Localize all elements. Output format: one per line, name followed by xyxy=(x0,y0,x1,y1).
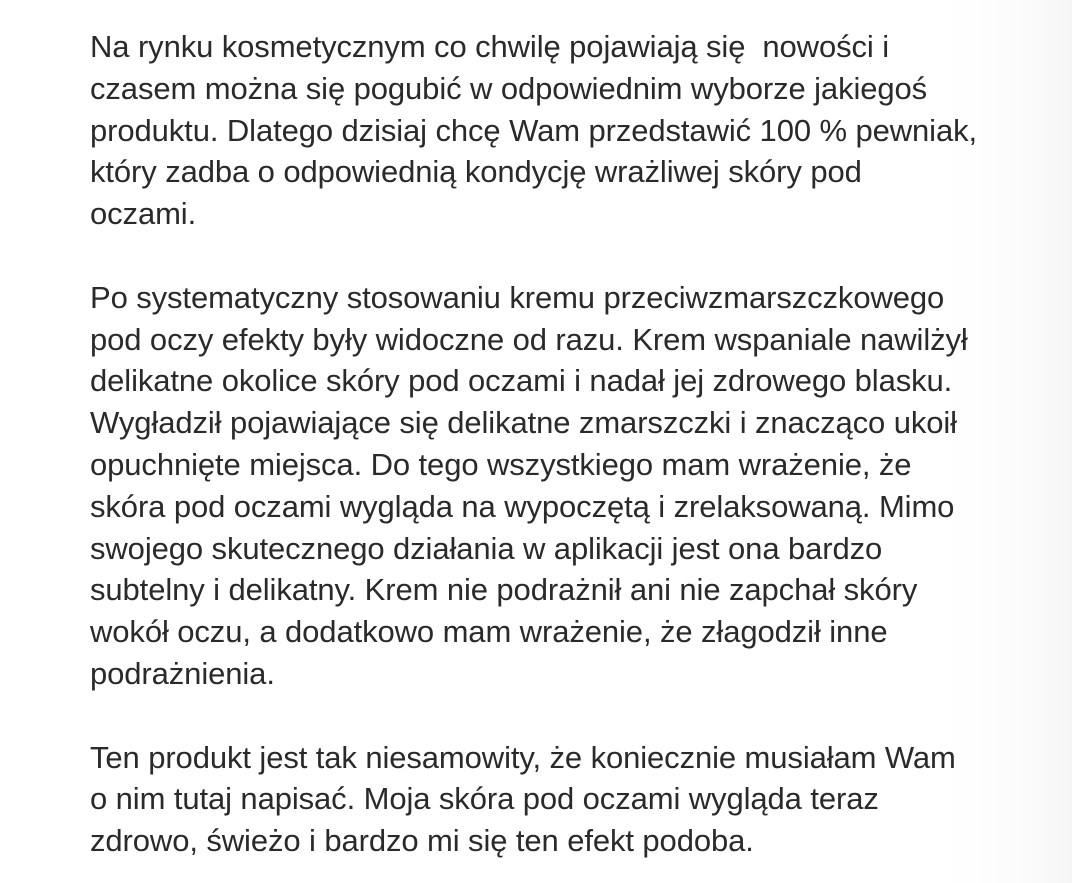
text-line: swojego skutecznego działania w aplikacji jest ona bardzo xyxy=(90,530,883,566)
text-line: podrażnienia. xyxy=(90,655,275,691)
paragraph-effects xyxy=(90,277,1030,695)
text-line: który zadba o odpowiednią kondycję wrażliwej skóry pod xyxy=(90,154,862,190)
text-line: pod oczy efekty były widoczne od razu. Krem wspaniale nawilżył xyxy=(90,321,968,357)
text-line: zdrowo, świeżo i bardzo mi się ten efekt podoba. xyxy=(90,823,754,859)
text-line: wokół oczu, a dodatkowo mam wrażenie, że złagodził inne xyxy=(90,614,888,650)
text-line: delikatne okolice skóry pod oczami i nadał jej zdrowego blasku. xyxy=(90,363,953,399)
text-line: Ten produkt jest tak niesamowity, że koniecznie musiałam Wam xyxy=(90,739,956,775)
text-line: czasem można się pogubić w odpowiednim wyborze jakiegoś xyxy=(90,70,928,106)
paragraph-intro xyxy=(90,26,1030,235)
text-line: opuchnięte miejsca. Do tego wszystkiego mam wrażenie, że xyxy=(90,446,912,482)
text-line: produktu. Dlatego dzisiaj chcę Wam przedstawić 100 % pewniak, xyxy=(90,112,978,148)
text-line: skóra pod oczami wygląda na wypoczętą i zrelaksowaną. Mimo xyxy=(90,488,955,524)
text-line: o nim tutaj napisać. Moja skóra pod oczami wygląda teraz xyxy=(90,781,879,817)
text-line: Po systematyczny stosowaniu kremu przeciwzmarszczkowego xyxy=(90,279,945,315)
text-line: subtelny i delikatny. Krem nie podrażnił ani nie zapchał skóry xyxy=(90,572,918,608)
text-line: oczami. xyxy=(90,196,197,232)
text-line: Na rynku kosmetycznym co chwilę pojawiają się nowości i xyxy=(90,29,889,64)
review-text xyxy=(90,26,1030,862)
paragraph-conclusion xyxy=(90,737,1030,862)
text-line: Wygładził pojawiające się delikatne zmarszczki i znacząco ukoił xyxy=(90,405,957,441)
